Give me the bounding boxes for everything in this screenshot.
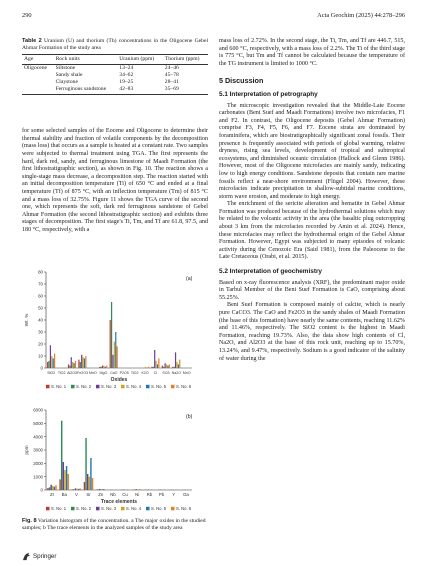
- cell-rock-unit: Siltstone: [55, 65, 76, 72]
- publisher-footer: [22, 552, 56, 561]
- legend-swatch: [71, 507, 75, 511]
- col-header-uranium: Uranium (ppm): [117, 55, 163, 65]
- x-axis-label: Oxides: [110, 377, 128, 383]
- bar-zr-s3: [50, 485, 51, 490]
- bar-mgo-s3: [102, 366, 103, 368]
- y-tick-label: 3000: [33, 447, 43, 453]
- bar-al2o3-s1: [68, 364, 69, 368]
- table-row: [22, 72, 208, 79]
- bar-v-s5: [78, 489, 79, 490]
- bar-rb-s3: [148, 489, 149, 490]
- legend-swatch: [171, 385, 175, 389]
- legend-label: S. No. 3: [101, 506, 117, 511]
- bar-zn-s2: [98, 489, 99, 490]
- body-paragraph: Based on x-ray fluorescence analysis (XRF), the predominant major oxide in Tarbul Member of the Beni Suef Formation is CaO, comprising about 55.25%.: [219, 279, 405, 301]
- cell-rock-unit: Sandy shale: [55, 72, 83, 79]
- bar-v-s4: [76, 489, 77, 490]
- bar-ba-s4: [64, 470, 65, 490]
- table-row: [22, 65, 208, 73]
- bar-sio2-s3: [50, 345, 51, 368]
- x-tick-label: Sr: [86, 492, 91, 497]
- oxides-bar-chart: [22, 266, 208, 396]
- table-label: Table 2: [22, 38, 42, 44]
- y-tick-label: 70: [38, 281, 43, 287]
- trace-elements-bar-chart: [22, 404, 208, 514]
- legend-label: S. No. 2: [76, 506, 92, 511]
- bar-cl-s1: [151, 367, 152, 368]
- legend-label: S. No. 6: [176, 506, 192, 511]
- bar-fe2o3-s2: [80, 362, 81, 368]
- x-tick-label: TiO2: [57, 371, 66, 375]
- cell-age: [22, 79, 54, 86]
- y-tick-label: 60: [38, 293, 43, 299]
- bar-ba-s6: [67, 474, 68, 490]
- x-tick-label: V: [74, 492, 78, 497]
- cell-thorium: 24–46: [164, 65, 179, 72]
- bar-cu-s3: [123, 489, 124, 490]
- body-paragraph: The microscopic investigation revealed that the Middle-Late Eocene carbonates (Beni Suef and Maadi Formations) involve two microfacies, F1 and F2. In contrast, the Oligocene deposits (Gebel Ahmar Formation) comprise F3, F4, F5, F6, and F7. Eocene strata are dominated by foraminifera, which are biostratigraphically significant zonal fossils. Their presence is frequently associated with periods of global warming, relative dryness, rising sea levels, development of tropical and subtropical ecosystems, and diminished oceanic circulation (Hallock and Glenn 1986). However, most of the Oligocene microfacies are mainly sandy, indicating low to high energy conditions. Sandstone deposits that contain rare marine fossils reflect a near-shore environment (Flügel 2004). However, these microfacies indicate precipitation in shallow-subtidal marine conditions, storm wave erosion, and moderate to high energy.: [219, 102, 405, 200]
- bar-al2o3-s5: [73, 363, 74, 368]
- bar-k2o-s4: [145, 367, 146, 368]
- journal-citation: Acta Geochim (2025) 44:278–296: [317, 12, 405, 19]
- y-tick-label: 80: [38, 269, 43, 275]
- y-tick-label: 4000: [33, 434, 43, 440]
- y-tick-label: 10: [38, 353, 43, 359]
- bar-sio2-s4: [51, 356, 52, 368]
- y-tick-label: 5000: [33, 420, 43, 426]
- bar-zn-s4: [101, 489, 102, 490]
- bar-mgo-s2: [101, 367, 102, 368]
- bar-zn-s6: [104, 489, 105, 490]
- bar-fe2o3-s4: [83, 357, 84, 368]
- bar-fe2o3-s3: [81, 355, 82, 368]
- bar-zr-s1: [47, 488, 48, 490]
- cell-thorium: 28–41: [164, 79, 179, 86]
- figure-caption: [22, 518, 208, 531]
- bar-ni-s5: [139, 489, 140, 490]
- y-axis-label: ppm: [25, 445, 30, 455]
- bar-fe2o3-s6: [85, 356, 86, 368]
- bar-na2o-s4: [176, 362, 177, 368]
- col-header-thorium: Thorium (ppm): [163, 55, 208, 65]
- right-column: [219, 38, 405, 363]
- section-heading: 5 Discussion: [219, 76, 264, 86]
- x-tick-label: Fe2O3: [77, 371, 88, 375]
- bar-sr-s5: [90, 458, 91, 490]
- x-tick-label: Zn: [98, 492, 104, 497]
- publisher-name: Springer: [33, 553, 57, 560]
- bar-sr-s3: [87, 474, 88, 490]
- bar-al2o3-s2: [69, 366, 70, 368]
- cell-uranium: 19–25: [119, 79, 134, 86]
- bar-zr-s2: [49, 487, 50, 490]
- bar-sr-s2: [85, 438, 86, 490]
- figure-caption-text: Variation histogram of the concentration. a The major oxides in the studied samples; b The trace elements in the analyzed samples of the study area: [22, 518, 206, 531]
- x-tick-label: Cl: [153, 371, 158, 375]
- bar-fe2o3-s5: [84, 358, 85, 368]
- bar-cao-s3: [112, 355, 113, 368]
- bar-zn-s3: [99, 489, 100, 490]
- bar-na2o-s6: [179, 360, 180, 368]
- figure-8b: [22, 404, 208, 514]
- bar-k2o-s6: [148, 367, 149, 368]
- y-tick-label: 2000: [33, 460, 43, 466]
- y-tick-label: 0: [40, 365, 43, 371]
- bar-zr-s5: [54, 487, 55, 490]
- bar-cao-s2: [111, 302, 112, 368]
- y-tick-label: 50: [38, 305, 43, 311]
- x-tick-label: MnO: [182, 371, 191, 375]
- left-column: [22, 38, 208, 235]
- bar-na2o-s1: [172, 367, 173, 368]
- x-tick-label: Na2O: [171, 371, 182, 375]
- bar-mgo-s5: [105, 367, 106, 368]
- legend-label: S. No. 5: [151, 506, 167, 511]
- x-tick-label: Ba: [61, 492, 67, 497]
- bar-v-s2: [73, 489, 74, 490]
- legend-label: S. No. 3: [101, 384, 117, 389]
- x-tick-label: CaO: [110, 371, 118, 375]
- x-tick-label: Ni: [135, 492, 140, 497]
- bar-v-s1: [72, 489, 73, 490]
- bar-al2o3-s6: [75, 361, 76, 368]
- bar-sr-s6: [92, 478, 93, 490]
- bar-ni-s2: [134, 489, 135, 490]
- x-tick-label: TiO2: [130, 371, 139, 375]
- bar-v-s6: [80, 489, 81, 490]
- figure-label: Fig. 8: [22, 518, 37, 524]
- x-tick-label: Pb: [158, 492, 165, 497]
- legend-swatch: [121, 507, 125, 511]
- bar-cl-s6: [158, 358, 159, 368]
- panel-label: (b): [186, 414, 193, 420]
- bar-so3-s1: [162, 366, 163, 368]
- col-header-age: Age: [22, 55, 54, 65]
- table-header-row: [22, 55, 208, 65]
- bar-cao-s4: [114, 342, 115, 368]
- cell-uranium: 34–62: [119, 72, 134, 79]
- x-tick-label: Zr: [50, 492, 55, 497]
- x-tick-label: Cu: [122, 492, 128, 497]
- body-paragraph: for some selected samples of the Eocene and Oligocene to determine their thermal stability and fraction of volatile components by the decomposition (mass loss) that occurs as a sample is heated at a constant rate. Two samples were subjected to thermal treatment using TGA. The first represents the hard, dark red, sandy, and ferruginous limestone of Maadi Formation (the first lithostratigraphic section), as shown in Fig. 10. The reaction shows a single-stage mass decrease, a decomposition step. The reaction started with an initial decomposition temperature (Ti) of 650 °C and ended at a final temperature (Tf) of 875 °C, with an inflection temperature (Tm) of 815 °C and a mass loss of 32.75%. Figure 11 shows the TGA curve of the second one, which represents the soft, dark red ferruginous sandstone of Gebel Ahmar Formation (the second lithostratigraphic section) and exhibits three stages of decomposition. The first stage's Ti, Tm, and Tf are 61.8, 97.5, and 180 °C, respectively, with a: [22, 128, 208, 233]
- y-axis-label: Wt. %: [25, 313, 30, 327]
- bar-so3-s3: [165, 363, 166, 368]
- x-tick-label: Nb: [110, 492, 116, 497]
- cell-uranium: 42–83: [117, 86, 163, 95]
- cell-thorium: 45–78: [164, 72, 179, 79]
- bar-so3-s2: [163, 367, 164, 368]
- bar-na2o-s5: [178, 364, 179, 368]
- y-tick-label: 1000: [33, 474, 43, 480]
- bar-ni-s4: [137, 489, 138, 490]
- table-caption-text: Uranium (U) and thorium (Th) concentrations in the Oligocene Gebel Ahmar Formation of the study area: [22, 38, 208, 51]
- table-row: [22, 79, 208, 86]
- bar-mgo-s1: [99, 367, 100, 368]
- bar-ba-s1: [59, 479, 60, 490]
- bar-cao-s1: [110, 320, 111, 368]
- bar-ba-s2: [61, 421, 62, 490]
- x-tick-label: Ga: [182, 492, 189, 497]
- legend-label: S. No. 6: [176, 384, 192, 389]
- page-number: 290: [22, 12, 32, 19]
- bar-sr-s4: [89, 477, 90, 490]
- bar-so3-s6: [169, 364, 170, 368]
- figure-8a: [22, 266, 208, 396]
- bar-mgo-s6: [106, 366, 107, 368]
- bar-fe2o3-s1: [78, 360, 79, 368]
- bar-so3-s4: [166, 364, 167, 368]
- y-tick-label: 6000: [33, 407, 43, 413]
- body-paragraph: mass loss of 2.72%. In the second stage, the Ti, Tm, and Tf are 446.7, 515, and 600 °C, respectively, with a mass loss of 2.2%. The Ti of the third stage is 775 °C, but Tm and Tf cannot be calculated because the temperature of the TG instrument is limited to 1000 °C.: [219, 38, 405, 67]
- bar-cao-s5: [115, 332, 116, 368]
- bar-ni-s6: [140, 489, 141, 490]
- legend-swatch: [71, 385, 75, 389]
- x-tick-label: Y: [172, 492, 176, 497]
- bar-na2o-s2: [174, 367, 175, 368]
- legend-label: S. No. 2: [76, 384, 92, 389]
- body-paragraph: Beni Suef Formation is composed mainly of calcite, which is nearly pure CaCO3. The CaO and Fe2O3 in the sandy shales of Maadi Formation (the base of this formation) have nearly the same contents, reaching 11.62% and 11.46%, respectively. The SiO2 content is the highest in Maadi Formation, reaching 19.73%. Also, the data show high contents of Cl, Na2O, and Al2O3 at the base of this rock unit, reaching up to 15.70%, 13.24%, and 9.47%, respectively. Sodium is a good indicator of the salinity of water during the: [219, 302, 405, 362]
- x-tick-label: SO3: [162, 371, 170, 375]
- legend-label: S. No. 4: [126, 384, 142, 389]
- bar-ba-s5: [66, 466, 67, 490]
- cell-age: [22, 72, 54, 79]
- legend-swatch: [146, 507, 150, 511]
- bar-v-s3: [75, 488, 76, 490]
- legend-label: S. No. 5: [151, 384, 167, 389]
- page-header: [22, 12, 405, 22]
- y-tick-label: 20: [38, 341, 43, 347]
- cell-rock-unit: Ferruginous sandstone: [54, 86, 118, 95]
- bar-cl-s5: [157, 364, 158, 368]
- bar-zn-s1: [96, 489, 97, 490]
- legend-swatch: [96, 385, 100, 389]
- bar-cl-s2: [153, 367, 154, 368]
- bar-al2o3-s4: [72, 362, 73, 368]
- legend-label: S. No. 1: [51, 506, 67, 511]
- bar-zr-s4: [52, 486, 53, 490]
- cell-thorium: 35–69: [163, 86, 208, 95]
- cell-rock-unit: Claystone: [55, 79, 78, 86]
- legend-label: S. No. 4: [126, 506, 142, 511]
- x-tick-label: SiO2: [47, 371, 56, 375]
- y-tick-label: 40: [38, 317, 43, 323]
- x-tick-label: MgO: [99, 371, 108, 375]
- bar-al2o3-s3: [71, 357, 72, 368]
- bar-sr-s1: [84, 482, 85, 490]
- bar-na2o-s3: [175, 352, 176, 368]
- body-paragraph: The enrichment of the sericite alteration and hematite in Gebel Ahmar Formation was produced because of the hydrothermal solutions which may be related to the volcanic activity in the area (the basaltic plug outcropping about 3 km from the microfacies recorded by Amin et al. 2024). Hence, these microfacies may reflect the hydrothermal origin of the Gebel Ahmar Formation. However, Egypt was subjected to many episodes of volcanic activity during the Cenozoic Era (Said 1981), from the Paleocene to the Late Cretaceous (Orabi, et al. 2015).: [219, 201, 405, 261]
- x-tick-label: MnO: [89, 371, 97, 375]
- bar-sio2-s6: [54, 354, 55, 368]
- x-tick-label: Rb: [146, 492, 153, 497]
- x-tick-label: K2O: [141, 371, 149, 375]
- bar-sio2-s5: [53, 358, 54, 368]
- uranium-thorium-table: [22, 54, 208, 95]
- bar-cl-s4: [156, 361, 157, 368]
- cell-age: Oligocene: [24, 65, 47, 72]
- legend-swatch: [121, 385, 125, 389]
- legend-swatch: [46, 385, 50, 389]
- legend-swatch: [96, 507, 100, 511]
- bar-zr-s6: [55, 485, 56, 490]
- legend-swatch: [171, 507, 175, 511]
- y-tick-label: 30: [38, 329, 43, 335]
- cell-age: [22, 86, 54, 95]
- x-tick-label: P2O5: [119, 371, 129, 375]
- bar-so3-s5: [167, 366, 168, 368]
- bar-sio2-s2: [48, 361, 49, 368]
- subsection-heading: 5.2 Interpretation of geochemistry: [219, 268, 322, 276]
- table-caption: [22, 38, 208, 51]
- legend-swatch: [46, 507, 50, 511]
- bar-cao-s6: [117, 346, 118, 368]
- cell-uranium: 13–24: [119, 65, 134, 72]
- y-tick-label: 0: [40, 487, 43, 493]
- bar-zn-s5: [102, 489, 103, 490]
- panel-label: (a): [186, 276, 193, 282]
- table-row: [22, 86, 208, 95]
- bar-mgo-s4: [103, 366, 104, 368]
- legend-label: S. No. 1: [51, 384, 67, 389]
- x-axis-label: Trace elements: [100, 499, 138, 505]
- legend-swatch: [146, 385, 150, 389]
- bar-sio2-s1: [47, 362, 48, 368]
- springer-horse-icon: [22, 552, 31, 561]
- col-header-rock-units: Rock units: [54, 55, 118, 65]
- bar-cl-s3: [154, 350, 155, 368]
- bar-ni-s3: [136, 489, 137, 490]
- bar-ba-s3: [63, 462, 64, 490]
- x-tick-label: Al2O3: [67, 371, 78, 375]
- subsection-heading: 5.1 Interpretation of petrography: [219, 90, 318, 98]
